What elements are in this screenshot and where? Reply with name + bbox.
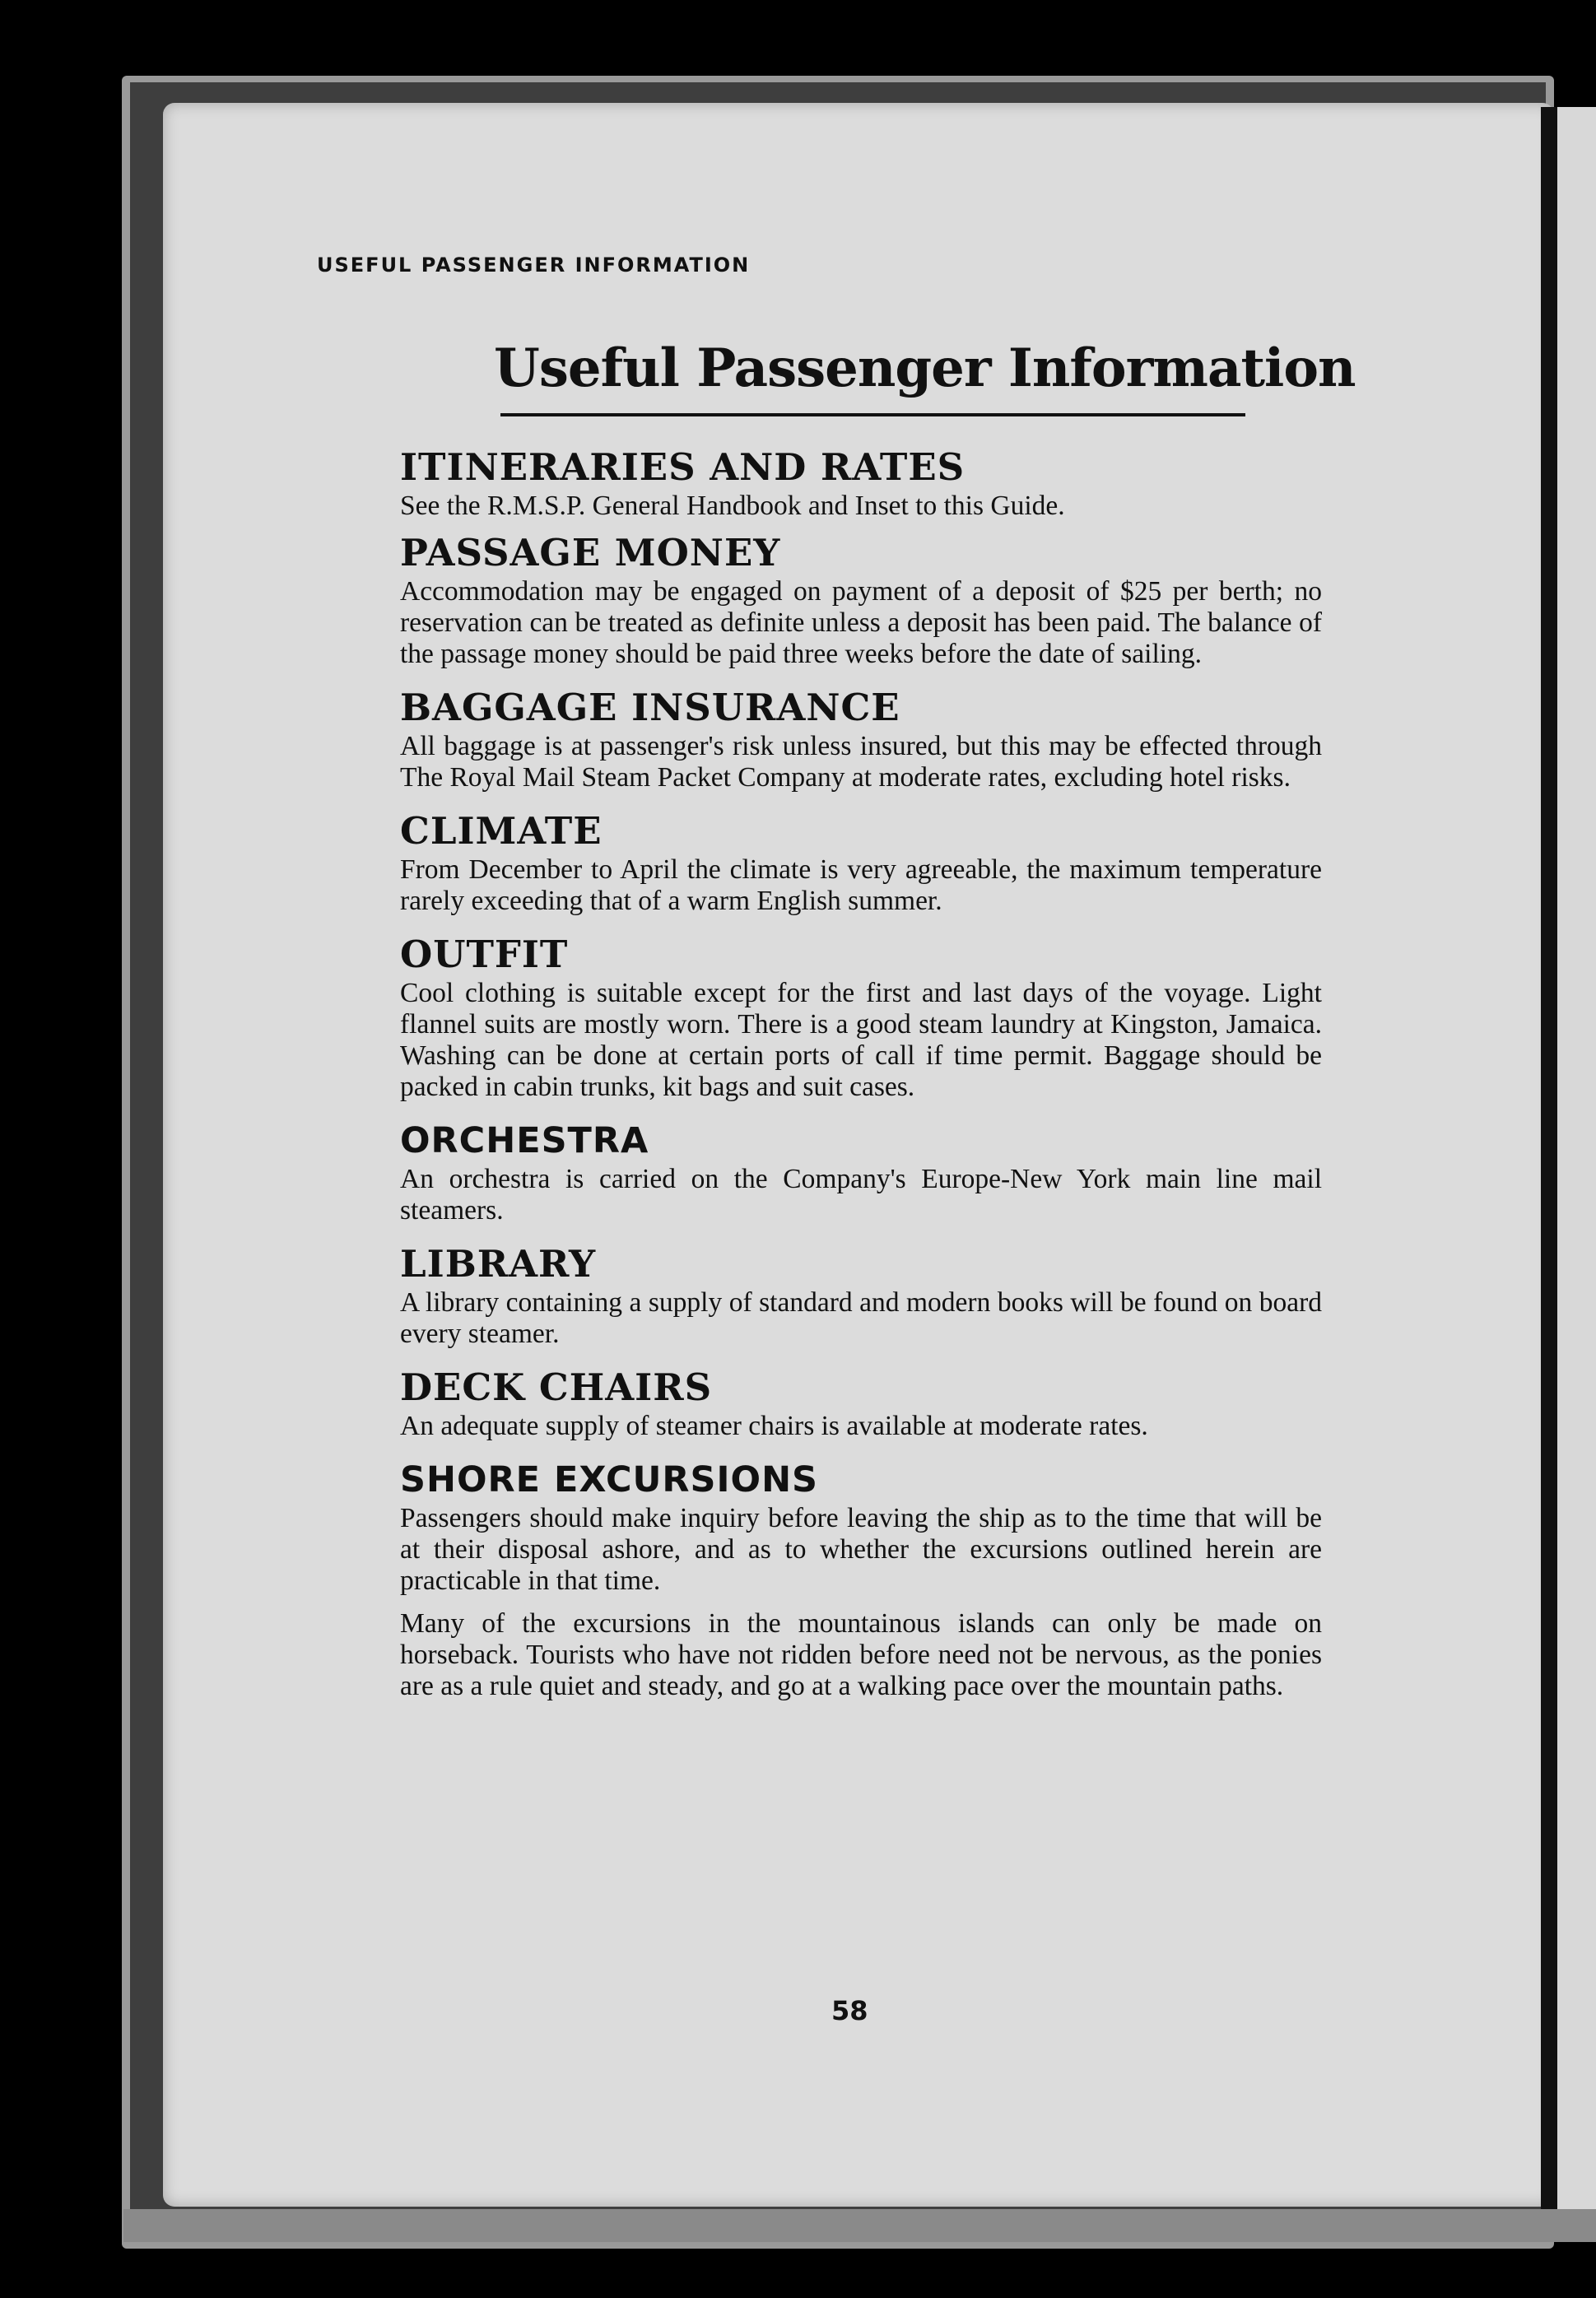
facing-page-edge — [1557, 107, 1596, 2214]
section-heading: ORCHESTRA — [400, 1120, 649, 1161]
page-number: 58 — [831, 1995, 868, 2026]
section-text: All baggage is at passenger's risk unless insured, but this may be effected through The Royal Mail Steam Packet Company at moderate rates, excluding hotel risks. — [400, 731, 1322, 793]
section-heading: SHORE EXCURSIONS — [400, 1459, 819, 1500]
section-baggage-insurance — [400, 685, 1322, 793]
section-text: An adequate supply of steamer chairs is available at moderate rates. — [400, 1411, 1148, 1441]
book-spine-gap — [1541, 107, 1557, 2214]
section-text: Cool clothing is suitable except for the first and last days of the voyage. Light flannel suits are mostly worn. There is a good steam laundry at Kingston, Jamaica. Washing can be done at certain ports of call if time permit. Baggage should be packed in cabin trunks, kit bags and suit cases. — [400, 978, 1322, 1102]
section-itineraries — [400, 444, 1322, 522]
section-heading: ITINERARIES AND RATES — [400, 445, 966, 489]
section-heading: BAGGAGE INSURANCE — [400, 686, 900, 729]
section-text: From December to April the climate is very agreeable, the maximum temperature rarely exceeding that of a warm English summer. — [400, 854, 1322, 916]
section-heading: CLIMATE — [400, 809, 603, 853]
section-text: See the R.M.S.P. General Handbook and Inset to this Guide. — [400, 491, 1065, 521]
section-text: Passengers should make inquiry before leaving the ship as to the time that will be at their disposal ashore, and as to whether the excursions outlined herein are practicable in that time. — [400, 1503, 1322, 1596]
section-heading: LIBRARY — [400, 1242, 597, 1286]
running-head: USEFUL PASSENGER INFORMATION — [317, 254, 751, 277]
section-text: Many of the excursions in the mountainous islands can only be made on horseback. Tourists who have not ridden before need not be nervous, as the ponies are as a rule quiet and steady, and go at a walking pace over the mountain paths. — [400, 1608, 1322, 1701]
section-orchestra — [400, 1118, 1322, 1226]
section-shore-excursions — [400, 1457, 1322, 1702]
section-climate — [400, 808, 1322, 917]
section-text: Accommodation may be engaged on payment of a deposit of $25 per berth; no reservation can be treated as definite unless a deposit has been paid. The balance of the passage money should be paid three weeks before the date of sailing. — [400, 576, 1322, 669]
section-deck-chairs — [400, 1365, 1322, 1442]
section-outfit — [400, 932, 1322, 1103]
section-text: An orchestra is carried on the Company's Europe-New York main line mail steamers. — [400, 1164, 1322, 1226]
section-heading: PASSAGE MONEY — [400, 531, 781, 574]
section-library — [400, 1241, 1322, 1350]
page-title: Useful Passenger Information — [494, 337, 1356, 399]
page-content — [400, 444, 1322, 1702]
section-heading: DECK CHAIRS — [400, 1365, 713, 1409]
book-bottom-edge — [123, 2209, 1596, 2242]
section-passage-money — [400, 530, 1322, 670]
section-heading: OUTFIT — [400, 933, 569, 976]
section-text: A library containing a supply of standard and modern books will be found on board every steamer. — [400, 1287, 1322, 1349]
title-underline — [500, 413, 1245, 416]
